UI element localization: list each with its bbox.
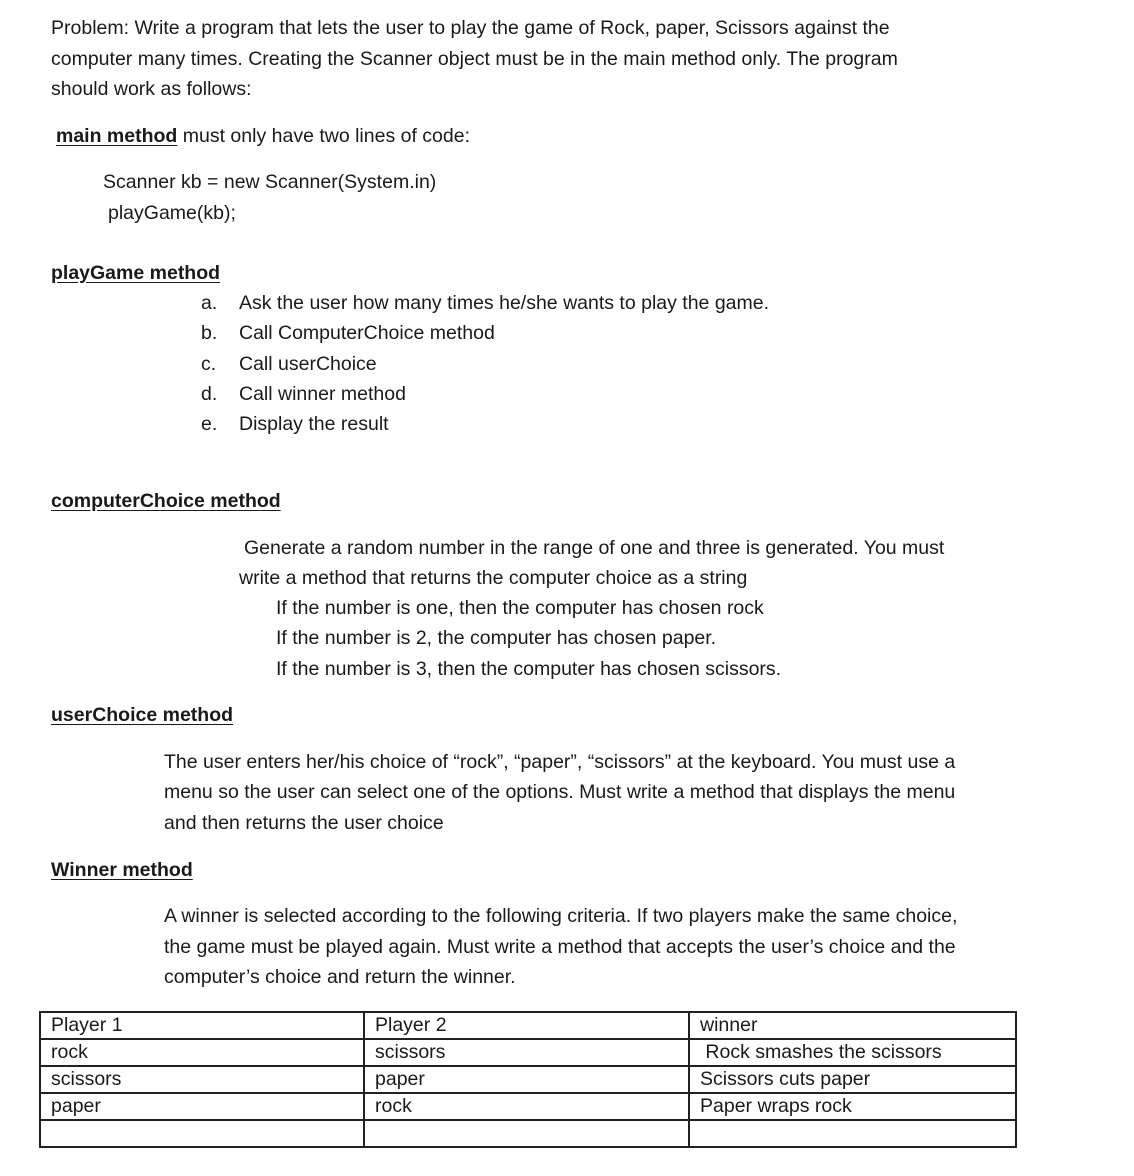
- computer-choice-heading: computerChoice method: [51, 490, 281, 512]
- winner-criteria-table: [39, 1011, 1017, 1148]
- step-e-text: Display the result: [239, 413, 389, 435]
- problem-line-3: should work as follows:: [51, 78, 252, 100]
- step-a-text: Ask the user how many times he/she wants to play the game.: [239, 292, 770, 314]
- computer-rule-2: If the number is 2, the computer has chosen paper.: [276, 627, 717, 649]
- step-b-text: Call ComputerChoice method: [239, 322, 495, 344]
- table-cell: rock: [40, 1039, 364, 1066]
- table-row: [40, 1066, 1016, 1093]
- table-cell: paper: [364, 1066, 689, 1093]
- table-cell: Paper wraps rock: [689, 1093, 1016, 1120]
- main-code-line-1: Scanner kb = new Scanner(System.in): [103, 171, 437, 193]
- problem-line-1: Problem: Write a program that lets the user to play the game of Rock, paper, Scissors against the: [51, 17, 890, 39]
- play-game-heading: playGame method: [51, 262, 221, 284]
- step-c-letter: c.: [201, 353, 217, 375]
- table-cell: [40, 1120, 364, 1147]
- problem-line-2: computer many times. Creating the Scanner object must be in the main method only. The program: [51, 48, 898, 70]
- table-cell: paper: [40, 1093, 364, 1120]
- step-d-text: Call winner method: [239, 383, 406, 405]
- table-header-cell: Player 2: [364, 1012, 689, 1039]
- step-e-letter: e.: [201, 413, 218, 435]
- user-choice-line-1: The user enters her/his choice of “rock”, “paper”, “scissors” at the keyboard. You must use a: [164, 751, 956, 773]
- main-method-line: [56, 124, 470, 148]
- table-cell: rock: [364, 1093, 689, 1120]
- winner-line-1: A winner is selected according to the following criteria. If two players make the same choice,: [164, 905, 958, 927]
- table-cell: scissors: [364, 1039, 689, 1066]
- user-choice-line-2: menu so the user can select one of the options. Must write a method that displays the menu: [164, 781, 956, 803]
- main-method-intro: must only have two lines of code:: [177, 125, 470, 147]
- computer-choice-line-2: write a method that returns the computer choice as a string: [239, 567, 748, 589]
- step-a-letter: a.: [201, 292, 218, 314]
- winner-line-3: computer’s choice and return the winner.: [164, 966, 516, 988]
- user-choice-line-3: and then returns the user choice: [164, 812, 444, 834]
- step-c-text: Call userChoice: [239, 353, 377, 375]
- table-row: [40, 1093, 1016, 1120]
- step-d-letter: d.: [201, 383, 218, 405]
- winner-heading: Winner method: [51, 859, 193, 881]
- table-row: [40, 1120, 1016, 1147]
- table-cell: scissors: [40, 1066, 364, 1093]
- user-choice-heading: userChoice method: [51, 704, 234, 726]
- table-cell: [364, 1120, 689, 1147]
- table-cell: Rock smashes the scissors: [689, 1039, 1016, 1066]
- main-method-heading: main method: [56, 125, 178, 147]
- main-code-line-2: playGame(kb);: [108, 202, 236, 224]
- table-header-row: [40, 1012, 1016, 1039]
- step-b-letter: b.: [201, 322, 218, 344]
- table-header-cell: winner: [689, 1012, 1016, 1039]
- table-row: [40, 1039, 1016, 1066]
- computer-choice-line-1: Generate a random number in the range of one and three is generated. You must: [244, 537, 945, 559]
- computer-rule-1: If the number is one, then the computer has chosen rock: [276, 597, 764, 619]
- table-cell: [689, 1120, 1016, 1147]
- table-cell: Scissors cuts paper: [689, 1066, 1016, 1093]
- winner-line-2: the game must be played again. Must write a method that accepts the user’s choice and the: [164, 936, 956, 958]
- computer-rule-3: If the number is 3, then the computer has chosen scissors.: [276, 658, 782, 680]
- table-header-cell: Player 1: [40, 1012, 364, 1039]
